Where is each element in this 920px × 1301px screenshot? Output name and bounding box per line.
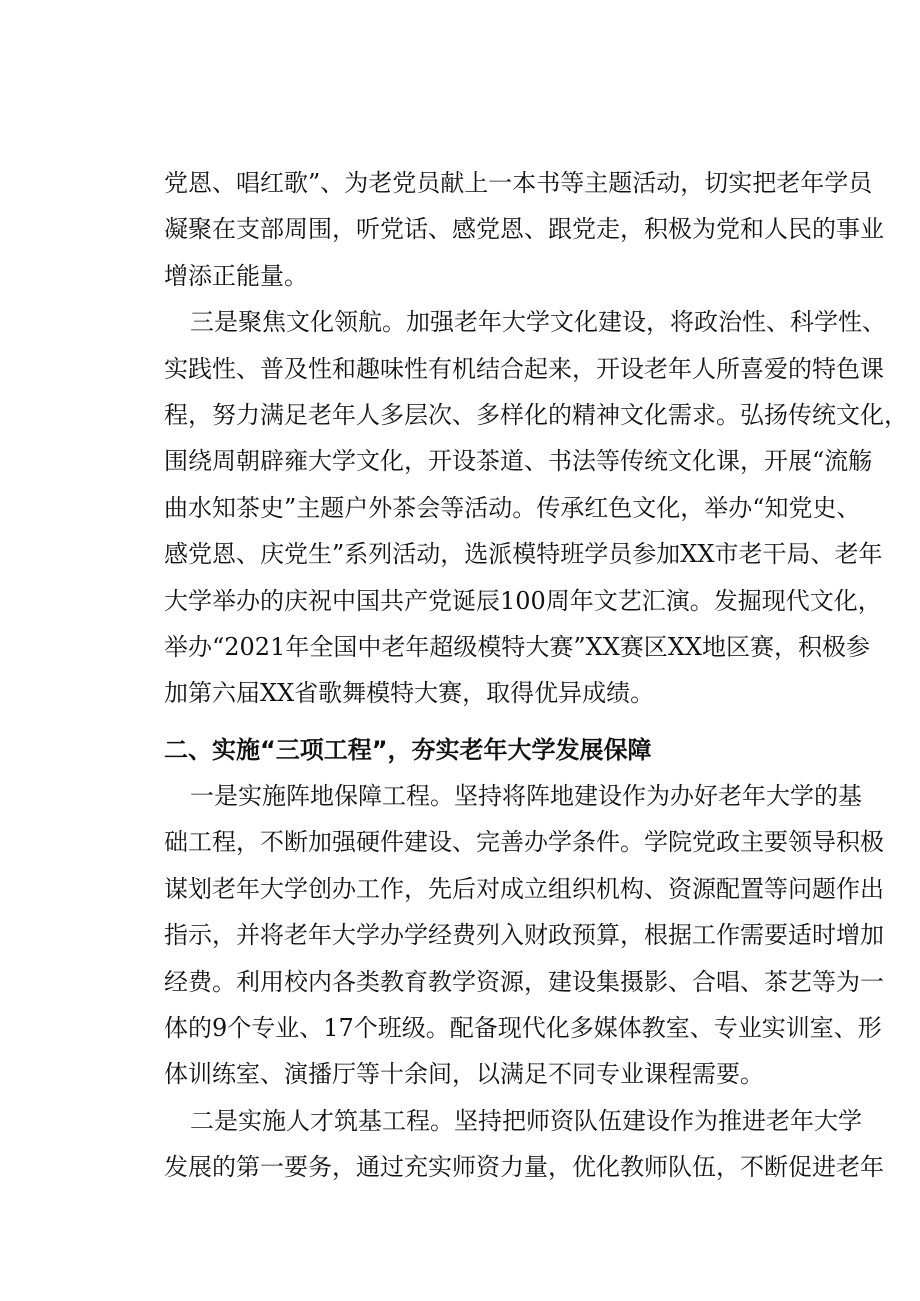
text-line: 体训练室、演播厅等十余间，以满足不同专业课程需要。 (164, 1060, 764, 1089)
text-line: 二、实施“三项工程”，夯实老年大学发展保障 (164, 735, 652, 764)
text-line: 指示，并将老年大学办学经费列入财政预算，根据工作需要适时增加 (164, 921, 884, 950)
text-line: 程，努力满足老年人多层次、多样化的精神文化需求。弘扬传统文化， (164, 400, 908, 429)
text-line: 大学举办的庆祝中国共产党诞辰100周年文艺汇演。发掘现代文化， (164, 586, 882, 615)
text-line: 党恩、唱红歌”、为老党员献上一本书等主题活动，切实把老年学员 (164, 169, 873, 197)
section-heading (164, 727, 758, 773)
paragraph (164, 299, 908, 717)
text-line: 感党恩、庆党生”系列活动，选派模特班学员参加XX市老干局、老年 (164, 540, 883, 569)
text-line: 加第六届XX省歌舞模特大赛，取得优异成绩。 (164, 679, 655, 708)
text-line: 实践性、普及性和趣味性有机结合起来，开设老年人所喜爱的特色课 (164, 354, 884, 383)
paragraph (164, 773, 884, 1098)
text-line: 二是实施人才筑基工程。坚持把师资队伍建设作为推进老年大学 (190, 1106, 862, 1135)
text-line: 三是聚焦文化领航。加强老年大学文化建设，将政治性、科学性、 (190, 308, 886, 337)
text-line: 增添正能量。 (164, 261, 308, 290)
paragraph (164, 1098, 884, 1191)
text-line: 础工程，不断加强硬件建设、完善办学条件。学院党政主要领导积极 (164, 828, 884, 857)
text-line: 围绕周朝辟雍大学文化，开设茶道、书法等传统文化课，开展“流觞 (164, 447, 873, 476)
text-line: 谋划老年大学创办工作，先后对成立组织机构、资源配置等问题作出 (164, 874, 884, 903)
text-line: 发展的第一要务，通过充实师资力量，优化教师队伍，不断促进老年 (164, 1153, 884, 1182)
text-line: 举办“2021年全国中老年超级模特大赛”XX赛区XX地区赛，积极参 (164, 632, 870, 661)
text-line: 体的9个专业、17个班级。配备现代化多媒体教室、专业实训室、形 (164, 1014, 882, 1043)
document-page (164, 160, 908, 1191)
paragraph (164, 160, 884, 299)
text-line: 凝聚在支部周围，听党话、感党恩、跟党走，积极为党和人民的事业 (164, 215, 884, 244)
text-line: 经费。利用校内各类教育教学资源，建设集摄影、合唱、茶艺等为一 (164, 967, 884, 996)
text-line: 一是实施阵地保障工程。坚持将阵地建设作为办好老年大学的基 (190, 782, 862, 811)
text-line: 曲水知茶史”主题户外茶会等活动。传承红色文化，举办“知党史、 (164, 493, 861, 522)
